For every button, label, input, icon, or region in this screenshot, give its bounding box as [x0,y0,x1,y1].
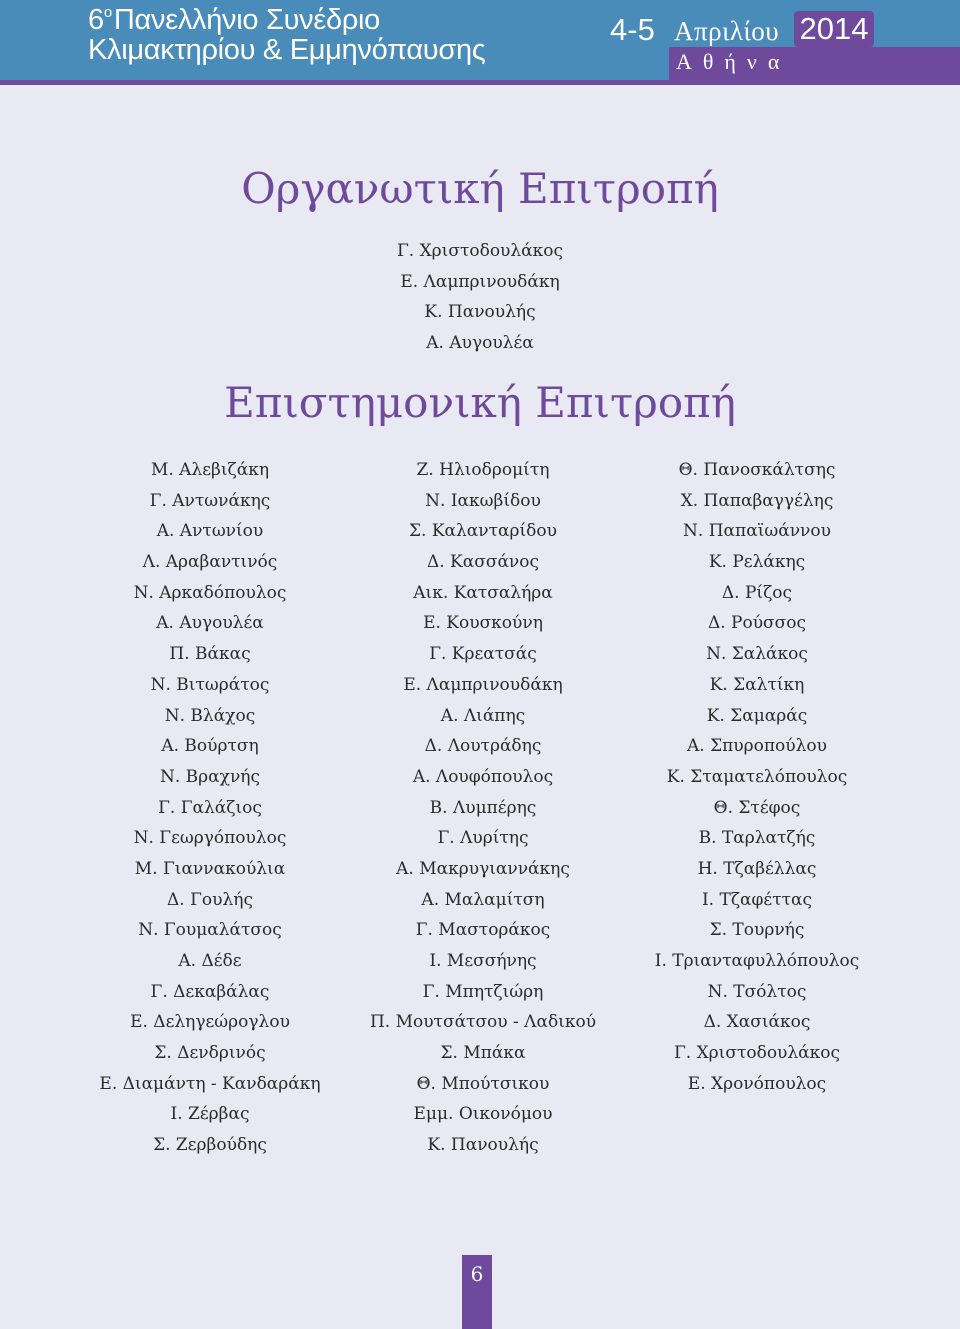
committee-member: Ν. Παπαϊωάννου [683,521,831,542]
committee-member: Α. Δέδε [178,951,242,971]
committee-member: Γ. Κρεατσάς [429,644,537,665]
edition-suffix: ο [103,4,112,21]
committee-member: Ι. Τζαφέττας [701,889,813,910]
committee-member: Κ. Σταματελόπουλος [666,766,848,787]
scientific-committee-column-3 [612,455,902,1099]
committee-member: Ε. Λαμπρινουδάκη [400,271,560,292]
committee-member: Ν. Γουμαλάτσος [138,920,282,941]
committee-member: Κ. Πανουλής [427,1135,539,1156]
committee-member: Ν. Αρκαδόπουλος [133,582,287,603]
committee-member: Ι. Μεσσήνης [429,951,537,971]
committee-member: Δ. Χασιάκος [703,1012,811,1033]
committee-member: Γ. Χριστοδουλάκος [396,241,564,261]
organizing-committee-list [0,236,960,359]
committee-member: Ν. Βλάχος [164,705,256,726]
edition-number: 6 [88,4,104,36]
committee-member: Η. Τζαβέλλας [697,858,817,879]
committee-member: Ε. Χρονόπουλος [687,1073,827,1094]
conference-city: Αθήνα [676,49,791,74]
committee-member: Α. Μακρυγιαννάκης [396,858,570,879]
committee-member: Μ. Αλεβιζάκη [150,460,270,480]
conference-title-line2: Κλιμακτηρίου & Εμμηνόπαυσης [88,34,486,66]
committee-member: Ι. Τριανταφυλλόπουλος [654,951,860,971]
committee-member: Κ. Πανουλής [424,302,536,323]
committee-member: Δ. Λουτράδης [424,736,542,757]
committee-member: Σ. Καλανταρίδου [409,521,557,542]
committee-member: Γ. Λυρίτης [437,828,529,849]
conference-title-text: Πανελλήνιο Συνέδριο [113,4,381,36]
organizing-committee-title: Οργανωτική Επιτροπή [241,164,719,213]
committee-member: Α. Αντωνίου [156,521,264,542]
committee-member: Ν. Βραχνής [160,766,260,787]
committee-member: Θ. Μπούτσικου [416,1073,550,1094]
committee-member: Ν. Ιακωβίδου [425,490,541,511]
committee-member: Ν. Γεωργόπουλος [133,828,287,849]
committee-member: Ζ. Ηλιοδρομίτη [416,460,550,480]
committee-member: Ε. Κουσκούνη [423,613,543,634]
committee-member: Κ. Ρελάκης [708,552,806,573]
committee-member: Κ. Σαλτίκη [709,674,805,695]
committee-member: Γ. Γαλάζιος [158,797,262,818]
committee-member: Ε. Διαμάντη - Κανδαράκη [99,1073,321,1094]
committee-member: Σ. Ζερβούδης [153,1135,267,1156]
committee-member: Α. Βούρτση [161,736,259,757]
committee-member: Β. Ταρλατζής [698,828,816,849]
committee-member: Α. Αυγουλέα [426,333,534,354]
committee-member: Α. Μαλαμίτση [421,889,545,910]
committee-member: Α. Λιάπης [440,705,526,726]
committee-member: Α. Σπυροπούλου [687,736,827,757]
conference-days: 4-5 [610,12,655,47]
committee-member: Σ. Τουρνής [709,920,805,941]
committee-member: Γ. Δεκαβάλας [150,981,270,1002]
committee-member: Β. Λυμπέρης [429,797,537,818]
committee-member: Θ. Στέφος [713,797,801,818]
committee-member: Ν. Βιτωράτος [150,674,270,695]
committee-member: Κ. Σαμαράς [706,705,808,726]
committee-member: Λ. Αραβαντινός [142,552,278,573]
committee-member: Σ. Δενδρινός [154,1043,266,1064]
conference-title-line1 [88,4,380,37]
committee-member: Ν. Σαλάκος [706,644,808,665]
scientific-committee-column-2 [333,455,633,1161]
committee-member: Α. Αυγουλέα [156,613,264,634]
committee-member: Θ. Πανοσκάλτσης [678,460,836,480]
committee-member: Α. Λουφόπουλος [412,766,554,787]
committee-member: Γ. Μαστοράκος [415,920,551,941]
committee-member: Δ. Ρούσσος [707,613,807,634]
committee-member: Ι. Ζέρβας [170,1104,250,1125]
scientific-committee-column-1 [60,455,360,1161]
committee-member: Γ. Μπητζιώρη [422,981,544,1002]
committee-member: Ν. Τσόλτος [707,981,807,1002]
committee-member: Εμμ. Οικονόμου [413,1104,553,1125]
conference-month: Απριλίου [674,16,780,46]
committee-member: Γ. Αντωνάκης [149,490,271,511]
committee-member: Ε. Δεληγεώρογλου [130,1012,290,1033]
committee-member: Π. Μουτσάτσου - Λαδικού [369,1012,597,1033]
conference-year: 2014 [794,11,874,47]
committee-member: Γ. Χριστοδουλάκος [673,1043,841,1064]
committee-member: Ε. Λαμπρινουδάκη [403,674,563,695]
committee-member: Δ. Γουλής [167,889,253,910]
page-number: 6 [462,1255,492,1329]
committee-member: Χ. Παπαβαγγέλης [680,490,834,511]
committee-member: Δ. Ρίζος [721,582,793,603]
committee-member: Π. Βάκας [169,644,251,665]
committee-member: Αικ. Κατσαλήρα [413,582,553,603]
scientific-committee-title: Επιστημονική Επιτροπή [224,378,736,427]
committee-member: Δ. Κασσάνος [426,552,540,573]
committee-member: Σ. Μπάκα [440,1043,526,1064]
committee-member: Μ. Γιαννακούλια [134,858,286,879]
